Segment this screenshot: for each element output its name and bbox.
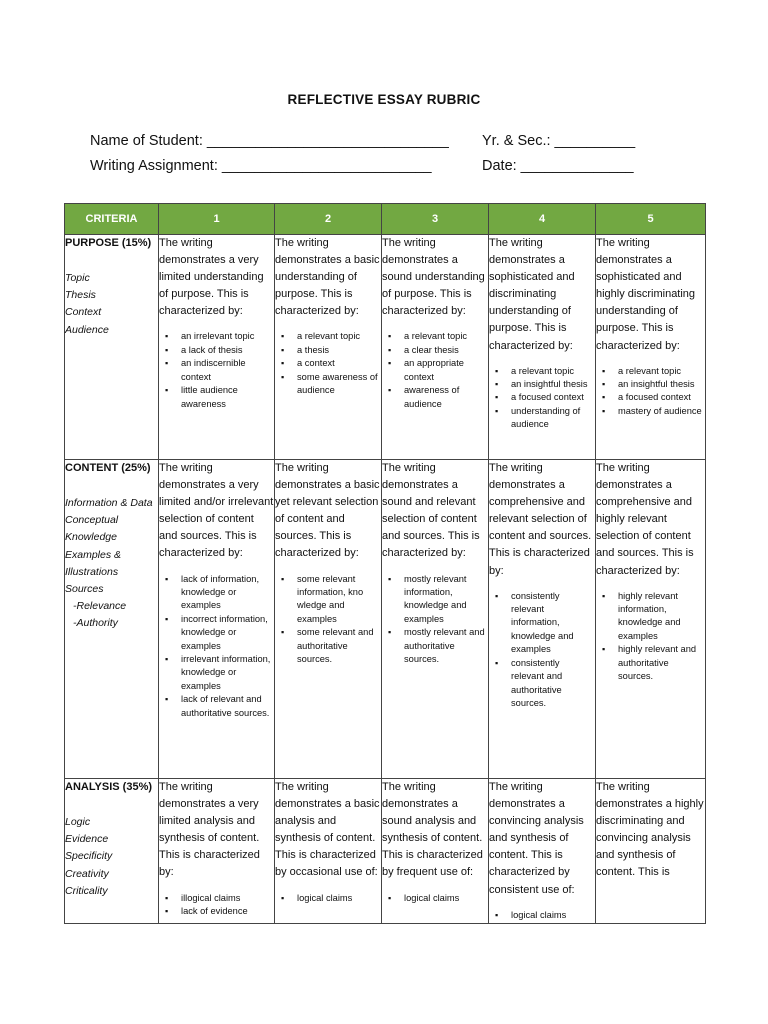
score-header-5: 5 <box>596 204 706 235</box>
cell-bullet-list <box>275 573 381 667</box>
year-section-field: Yr. & Sec.: __________ <box>482 133 636 149</box>
score-cell-4 <box>489 235 596 460</box>
score-header-3: 3 <box>382 204 489 235</box>
bullet-item: ▪ an irrelevant topic <box>159 330 274 343</box>
score-cell-3 <box>382 779 489 924</box>
cell-bullet-list <box>596 590 705 684</box>
bullet-item: ▪ awareness of audience <box>382 384 488 411</box>
bullet-item: ▪ consistently relevant information, knowledge and examples <box>489 590 595 657</box>
bullet-item: ▪ consistently relevant and authoritative sources. <box>489 657 595 711</box>
bullet-item: ▪ a focused context <box>596 391 705 404</box>
criteria-subitem: Topic <box>65 272 90 284</box>
criteria-subitem: Audience <box>65 323 109 336</box>
bullet-item: ▪ some relevant information, kno wledge and examples <box>275 573 381 627</box>
score-header-4: 4 <box>489 204 596 235</box>
criteria-subitem: Creativity <box>65 867 109 880</box>
bullet-item: ▪ a focused context <box>489 391 595 404</box>
criteria-subitem: Specificity <box>65 850 113 863</box>
bullet-item: ▪ highly relevant information, knowledge and examples <box>596 590 705 644</box>
cell-description: The writing demonstrates a comprehensive and relevant selection of content and sources. This is characterized by: <box>489 462 592 577</box>
page-title: REFLECTIVE ESSAY RUBRIC <box>287 92 481 107</box>
rubric-row <box>65 235 706 460</box>
writing-assignment-field: Writing Assignment: __________________________ <box>90 158 432 174</box>
cell-bullet-list <box>489 909 595 922</box>
score-cell-2 <box>275 235 382 460</box>
bullet-item: ▪ mastery of audience <box>596 405 705 418</box>
criteria-subitems <box>65 814 158 900</box>
cell-description: The writing demonstrates a sound understanding of purpose. This is characterized by: <box>382 237 485 318</box>
cell-description: The writing demonstrates a sound analysis and synthesis of content. This is characterized by frequent use of: <box>382 781 483 879</box>
cell-bullet-list <box>275 330 381 397</box>
bullet-item: ▪ a relevant topic <box>382 330 488 343</box>
cell-bullet-list <box>382 892 488 905</box>
bullet-item: ▪ highly relevant and authoritative sources. <box>596 643 705 683</box>
bullet-item: ▪ illogical claims <box>159 892 274 905</box>
cell-description: The writing demonstrates a very limited analysis and synthesis of content. This is characterized by: <box>159 781 260 879</box>
cell-description: The writing demonstrates a convincing analysis and synthesis of content. This is characterized by consistent use of: <box>489 781 584 896</box>
score-cell-1 <box>159 235 275 460</box>
cell-description: The writing demonstrates a sound and relevant selection of content and sources. This is characterized by: <box>382 462 480 560</box>
bullet-item: ▪ mostly relevant and authoritative sources. <box>382 626 488 666</box>
criteria-name: PURPOSE (15%) <box>65 237 152 249</box>
cell-description: The writing demonstrates a very limited and/or irrelevant selection of content and sources. This is characterized by: <box>159 462 274 560</box>
cell-bullet-list <box>159 330 274 410</box>
bullet-item: ▪ logical claims <box>382 892 488 905</box>
criteria-subitem: Context <box>65 306 102 319</box>
bullet-item: ▪ a clear thesis <box>382 344 488 357</box>
cell-description: The writing demonstrates a very limited understanding of purpose. This is characterized by: <box>159 237 264 318</box>
criteria-cell <box>65 460 159 779</box>
cell-bullet-list <box>275 892 381 905</box>
bullet-item: ▪ little audience awareness <box>159 384 274 411</box>
date-field: Date: ______________ <box>482 158 634 174</box>
bullet-item: ▪ incorrect information, knowledge or examples <box>159 613 274 653</box>
cell-bullet-list <box>382 330 488 410</box>
score-cell-1 <box>159 779 275 924</box>
score-cell-5 <box>596 235 706 460</box>
score-cell-3 <box>382 460 489 779</box>
criteria-subitem: Examples & Illustrations <box>65 548 122 578</box>
score-cell-4 <box>489 779 596 924</box>
criteria-name: ANALYSIS (35%) <box>65 781 153 793</box>
bullet-item: ▪ a relevant topic <box>489 365 595 378</box>
criteria-subitem: Criticality <box>65 884 108 897</box>
criteria-cell <box>65 779 159 924</box>
cell-bullet-list <box>489 590 595 711</box>
cell-bullet-list <box>382 573 488 667</box>
cell-description: The writing demonstrates a basic understanding of purpose. This is characterized by: <box>275 237 380 318</box>
score-cell-2 <box>275 779 382 924</box>
cell-description: The writing demonstrates a sophisticated and discriminating understanding of purpose. This is characterized by: <box>489 237 575 352</box>
bullet-item: ▪ irrelevant information, knowledge or examples <box>159 653 274 693</box>
bullet-item: ▪ a context <box>275 357 381 370</box>
cell-description: The writing demonstrates a basic analysis and synthesis of content. This is characterized by occasional use of: <box>275 781 380 879</box>
score-cell-5 <box>596 460 706 779</box>
bullet-item: ▪ an insightful thesis <box>596 378 705 391</box>
cell-description: The writing demonstrates a highly discriminating and convincing analysis and synthesis of content. This is <box>596 781 704 879</box>
criteria-header: CRITERIA <box>65 204 159 235</box>
rubric-row <box>65 779 706 924</box>
bullet-item: ▪ an indiscernible context <box>159 357 274 384</box>
criteria-subitem: Thesis <box>65 289 96 302</box>
criteria-subitem: Evidence <box>65 833 109 846</box>
bullet-item: ▪ a relevant topic <box>275 330 381 343</box>
bullet-item: ▪ lack of evidence <box>159 905 274 918</box>
criteria-name: CONTENT (25%) <box>65 462 151 474</box>
header-row <box>65 204 706 235</box>
score-cell-3 <box>382 235 489 460</box>
criteria-subitem: -Authority <box>73 617 118 630</box>
criteria-subitem: Sources <box>65 583 104 596</box>
bullet-item: ▪ a thesis <box>275 344 381 357</box>
bullet-item: ▪ understanding of audience <box>489 405 595 432</box>
score-cell-2 <box>275 460 382 779</box>
score-header-2: 2 <box>275 204 382 235</box>
rubric-table <box>64 203 706 924</box>
score-cell-1 <box>159 460 275 779</box>
criteria-cell <box>65 235 159 460</box>
bullet-item: ▪ a lack of thesis <box>159 344 274 357</box>
criteria-subitems <box>65 495 158 633</box>
cell-bullet-list <box>596 365 705 419</box>
bullet-item: ▪ logical claims <box>275 892 381 905</box>
cell-bullet-list <box>159 573 274 720</box>
bullet-item: ▪ some relevant and authoritative sources. <box>275 626 381 666</box>
cell-description: The writing demonstrates a basic yet relevant selection of content and sources. This is characterized by: <box>275 462 380 560</box>
cell-description: The writing demonstrates a sophisticated and highly discriminating understanding of purpose. This is characterized by: <box>596 237 696 352</box>
bullet-item: ▪ a relevant topic <box>596 365 705 378</box>
score-cell-4 <box>489 460 596 779</box>
cell-bullet-list <box>159 892 274 919</box>
student-name-field: Name of Student: ______________________________ <box>90 133 449 149</box>
bullet-item: ▪ lack of information, knowledge or examples <box>159 573 274 613</box>
bullet-item: ▪ mostly relevant information, knowledge and examples <box>382 573 488 627</box>
criteria-subitem: Conceptual Knowledge <box>65 514 119 544</box>
bullet-item: ▪ some awareness of audience <box>275 371 381 398</box>
bullet-item: ▪ lack of relevant and authoritative sources. <box>159 693 274 720</box>
score-cell-5 <box>596 779 706 924</box>
cell-bullet-list <box>489 365 595 432</box>
criteria-subitem: -Relevance <box>73 600 127 613</box>
bullet-item: ▪ an insightful thesis <box>489 378 595 391</box>
criteria-subitems <box>65 270 158 339</box>
criteria-subitem: Information & Data <box>65 497 153 509</box>
bullet-item: ▪ an appropriate context <box>382 357 488 384</box>
criteria-subitem: Logic <box>65 816 91 828</box>
cell-description: The writing demonstrates a comprehensive and highly relevant selection of content and sources. This is characterized by: <box>596 462 694 577</box>
rubric-row <box>65 460 706 779</box>
bullet-item: ▪ logical claims <box>489 909 595 922</box>
score-header-1: 1 <box>159 204 275 235</box>
